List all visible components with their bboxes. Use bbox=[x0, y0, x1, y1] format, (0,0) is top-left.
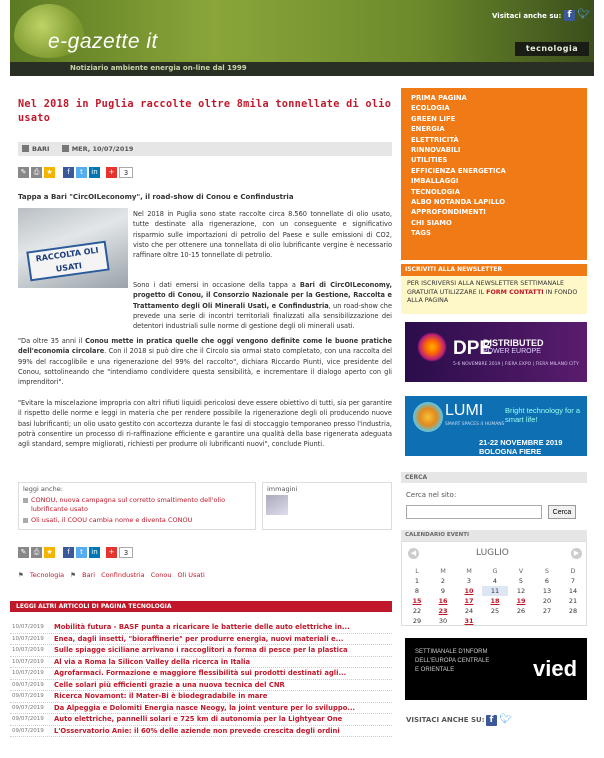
tags-bar bbox=[18, 571, 392, 579]
search-label: Cerca nel sito: bbox=[406, 491, 457, 499]
calendar-icon bbox=[62, 145, 69, 152]
section-menu bbox=[401, 88, 587, 260]
images-label: immagini bbox=[267, 485, 298, 493]
twitter-icon[interactable]: 🐦︎ bbox=[577, 9, 590, 20]
linkedin-share-icon[interactable]: in bbox=[89, 167, 100, 178]
visit-label: Visitaci anche su: bbox=[492, 12, 562, 20]
article-lead: Tappa a Bari "CircOILeconomy", il road-show di Conou e Confindustria bbox=[18, 193, 294, 201]
chevron-left-icon[interactable]: ◀ bbox=[408, 548, 419, 559]
list-item[interactable]: 10/07/2019 Sulle spiagge siciliane arrivano i raccoglitori a forma di pesce per la plastica bbox=[10, 645, 392, 657]
weekday-label: S bbox=[544, 567, 550, 575]
article-title: Nel 2018 in Puglia raccolte oltre 8mila tonnellate di olio usato bbox=[18, 99, 392, 124]
facebook-icon[interactable]: f bbox=[486, 715, 497, 726]
list-item[interactable]: 10/07/2019 Enea, dagli insetti, "bioraffinerie" per produrre energia, nuovi materiali e... bbox=[10, 634, 392, 646]
globe-icon bbox=[413, 402, 443, 432]
tag-link[interactable]: Bari bbox=[82, 571, 96, 579]
contact-form-link[interactable]: FORM CONTATTI bbox=[486, 288, 544, 296]
images-box bbox=[262, 482, 392, 530]
facebook-share-icon[interactable]: f bbox=[63, 167, 74, 178]
twitter-share-icon[interactable]: t bbox=[76, 547, 87, 558]
related-box bbox=[18, 482, 256, 530]
weekday-label: L bbox=[415, 567, 419, 575]
calendar-day-event[interactable]: 10 bbox=[464, 587, 474, 595]
tag-link[interactable]: Tecnologia bbox=[29, 571, 65, 579]
calendar-day-today: 11 bbox=[482, 586, 508, 596]
article-photo[interactable] bbox=[18, 208, 128, 288]
photo-sign: RACCOLTA OLI USATI bbox=[26, 241, 109, 282]
calendar-day: 6 bbox=[544, 577, 550, 585]
list-item[interactable]: 09/07/2019 Ricerca Novamont: il Mater-Bi è biodegradabile in mare bbox=[10, 691, 392, 703]
event-calendar bbox=[401, 541, 587, 626]
calendar-day: 21 bbox=[568, 597, 578, 605]
calendar-day: 22 bbox=[412, 607, 422, 615]
calendar-day bbox=[482, 616, 508, 626]
menu-item[interactable]: RINNOVABILI bbox=[411, 146, 461, 155]
list-item[interactable]: 09/07/2019 Da Alpeggia e Dolomiti Energia nasce Neogy, la joint venture per lo sviluppo... bbox=[10, 703, 392, 715]
calendar-day-event[interactable]: 31 bbox=[464, 617, 474, 625]
share-count: 3 bbox=[119, 547, 133, 558]
calendar-day bbox=[508, 616, 534, 626]
vied-banner[interactable] bbox=[405, 638, 587, 700]
calendar-day: 30 bbox=[438, 617, 448, 625]
article-meta bbox=[18, 142, 392, 156]
paragraph-2: Sono i dati emersi in occasione della tappa a Bari di CircOILeconomy, progetto di Conou, il Consorzio Nazionale per la Gestione, Raccolta e Trattamento degli Oli Minerali Usati, e Confindustria, un road-show che prevede una serie di incontri territoriali finalizzati alla sensibilizzazione dei detentori industriali sulle norme di gestione degli oli minerali usati. bbox=[133, 281, 393, 331]
calendar-day: 2 bbox=[440, 577, 446, 585]
calendar-day: 12 bbox=[516, 587, 526, 595]
calendar-day: 14 bbox=[568, 587, 578, 595]
calendar-day-event[interactable]: 15 bbox=[412, 597, 422, 605]
menu-item[interactable]: TECNOLOGIA bbox=[411, 187, 460, 196]
calendar-day: 4 bbox=[492, 577, 498, 585]
calendar-day: 8 bbox=[414, 587, 420, 595]
vied-logo: vied bbox=[533, 656, 578, 681]
menu-item[interactable]: ENERGIA bbox=[411, 125, 445, 134]
share-count: 3 bbox=[119, 167, 133, 178]
related-link[interactable]: Oli usati, il COOU cambia nome e diventa CONOU bbox=[19, 515, 255, 526]
search-button[interactable]: Cerca bbox=[548, 505, 576, 519]
dpe-logo: DPE bbox=[453, 338, 493, 359]
search-header: CERCA bbox=[401, 472, 587, 483]
weekday-label: V bbox=[518, 567, 524, 575]
calendar-day bbox=[560, 616, 586, 626]
calendar-grid bbox=[404, 566, 586, 626]
weekday-label: M bbox=[466, 567, 472, 575]
calendar-day: 24 bbox=[464, 607, 474, 615]
menu-item[interactable]: ALBO NOTANDA LAPILLO bbox=[411, 198, 506, 207]
dpe-line3: 5-6 NOVEMBRE 2019 | FIERA EXPO | FIERA MILANO CITY bbox=[453, 362, 579, 367]
visit-label-bottom: VISITACI ANCHE SU: bbox=[406, 716, 485, 724]
menu-item[interactable]: IMBALLAGGI bbox=[411, 177, 459, 186]
social-links bbox=[564, 9, 590, 21]
site-logo[interactable]: e-gazette it bbox=[48, 30, 158, 53]
share-bar-top bbox=[18, 166, 133, 178]
dpe-banner[interactable] bbox=[405, 322, 587, 382]
tag-link[interactable]: Conou bbox=[150, 571, 172, 579]
paragraph-4: "Evitare la miscelazione impropria con altri rifiuti liquidi pericolosi deve essere obiettivo di tutti, sia per garantire il rispetto delle norme e leggi in materia che per rendere possibile la rigenerazione degli oli producendo nuove basi lubrificanti; un olio usato gestito con accortezza durante le fasi di stoccaggio temporaneo presso l'industria, potrà consentire un processo di ri-raffinazione efficiente e garantire una qualità della base rigenerata adeguata agli standard, sempre migliorati, richiesti per produrre oli lubrificanti nuovi", conclude Piunti. bbox=[18, 399, 392, 449]
calendar-day-event[interactable]: 16 bbox=[438, 597, 448, 605]
lumi-claim: Bright technology for a smart life! bbox=[505, 406, 581, 424]
dpe-logo-icon bbox=[417, 332, 447, 362]
lumi-logo: LUMI bbox=[445, 402, 484, 419]
paragraph-1: Nel 2018 in Puglia sono state raccolte circa 8.560 tonnellate di olio usato, tutte destinate alla rigenerazione, con un conseguente e significativo risparmio sulle importazioni di petrolio del Paese e sulle emissioni di CO2, visto che per ottenere una tonnellata di olio lubrificante vergine è necessario raffinare oltre 10-15 tonnellate di petrolio. bbox=[133, 210, 392, 260]
facebook-icon[interactable]: f bbox=[564, 10, 575, 21]
tag-icon: ⚑ bbox=[70, 571, 77, 579]
weekday-label: M bbox=[440, 567, 446, 575]
calendar-day: 29 bbox=[412, 617, 422, 625]
menu-item[interactable]: APPROFONDIMENTI bbox=[411, 208, 486, 217]
calendar-day: 7 bbox=[570, 577, 576, 585]
star-icon[interactable]: ★ bbox=[44, 547, 55, 558]
list-item[interactable]: 10/07/2019 Mobilità futura - BASF punta a ricaricare le batterie delle auto elettriche in... bbox=[10, 622, 392, 634]
print-icon[interactable]: ⎙ bbox=[31, 547, 42, 558]
other-articles-list bbox=[10, 622, 392, 737]
plus-share-icon[interactable]: + bbox=[106, 547, 117, 558]
weekday-label: G bbox=[492, 567, 498, 575]
calendar-day-event[interactable]: 18 bbox=[490, 597, 500, 605]
plus-share-icon[interactable]: + bbox=[106, 167, 117, 178]
vied-text: SETTIMANALE D'INFORM DELL'EUROPA CENTRALE E ORIENTALE bbox=[415, 649, 490, 673]
twitter-share-icon[interactable]: t bbox=[76, 167, 87, 178]
dpe-line2: POWER EUROPE bbox=[483, 348, 541, 355]
menu-item[interactable]: PRIMA PAGINA bbox=[411, 94, 467, 102]
chevron-right-icon[interactable]: ▶ bbox=[571, 548, 582, 559]
calendar-day-event[interactable]: 17 bbox=[464, 597, 474, 605]
dpe-line1: DISTRIBUTED bbox=[483, 338, 544, 348]
social-links-bottom bbox=[486, 714, 512, 726]
calendar-day: 20 bbox=[542, 597, 552, 605]
linkedin-share-icon[interactable]: in bbox=[89, 547, 100, 558]
calendar-day: 25 bbox=[490, 607, 500, 615]
lumi-sub: SMART SPACES 4 HUMANS bbox=[445, 422, 505, 427]
search-input[interactable] bbox=[406, 505, 542, 519]
lumi-date: 21-22 NOVEMBRE 2019 BOLOGNA FIERE bbox=[479, 438, 563, 456]
newsletter-box: PER ISCRIVERSI ALLA NEWSLETTER SETTIMANALE GRATUITA UTILIZZARE IL FORM CONTATTI IN FONDO ALLA PAGINA bbox=[401, 276, 587, 314]
print-icon[interactable]: ⎙ bbox=[31, 167, 42, 178]
comment-icon[interactable]: ✎ bbox=[18, 167, 29, 178]
calendar-month: LUGLIO bbox=[476, 548, 509, 558]
menu-item[interactable]: GREEN LIFE bbox=[411, 114, 456, 123]
newsletter-header: ISCRIVITI ALLA NEWSLETTER bbox=[401, 264, 587, 276]
menu-item[interactable]: CHI SIAMO bbox=[411, 218, 452, 227]
twitter-icon[interactable]: 🐦︎ bbox=[499, 714, 512, 725]
site-tagline: Notiziario ambiente energia on-line dal 1999 bbox=[70, 64, 247, 72]
tag-icon: ⚑ bbox=[18, 571, 24, 579]
paragraph-3: "Da oltre 35 anni il Conou mette in pratica quelle che oggi vengono definite come le buone pratiche dell'economia circolare. Con il 2018 si può dire che il Circolo sia ormai stato completato, con una raccolta del 99% del raccoglibile e una rigenerazione del 99% del raccolto", dichiara Riccardo Piunti, vice presidente del Conou, sottolineando che "intendiamo condividere questa sensibilità, e incrementare il dialogo aperto con gli imprenditori". bbox=[18, 337, 392, 387]
comment-icon[interactable]: ✎ bbox=[18, 547, 29, 558]
section-badge: tecnologia bbox=[515, 42, 589, 56]
related-link[interactable]: CONOU, nuova campagna sul corretto smaltimento dell'olio lubrificante usato bbox=[19, 495, 255, 515]
site-header bbox=[10, 0, 594, 76]
calendar-day: 9 bbox=[440, 587, 446, 595]
calendar-day: 13 bbox=[542, 587, 552, 595]
other-articles-header: LEGGI ALTRI ARTICOLI DI PAGINA TECNOLOGIA bbox=[10, 601, 392, 612]
share-bar-bottom bbox=[18, 546, 133, 558]
calendar-day: 27 bbox=[542, 607, 552, 615]
menu-item[interactable]: TAGS bbox=[411, 229, 431, 238]
image-thumbnail[interactable] bbox=[266, 495, 288, 515]
date: MER, 10/07/2019 bbox=[62, 145, 134, 153]
location-icon bbox=[22, 145, 29, 152]
calendar-day: 28 bbox=[568, 607, 578, 615]
list-item[interactable]: 09/07/2019 Auto elettriche, pannelli solari e 725 km di autonomia per la Lightyear One bbox=[10, 714, 392, 726]
calendar-header: CALENDARIO EVENTI bbox=[401, 530, 587, 541]
menu-item[interactable]: ECOLOGIA bbox=[411, 104, 450, 113]
tag-link[interactable]: Oli Usati bbox=[177, 571, 205, 579]
weekday-label: D bbox=[570, 567, 576, 575]
calendar-day: 3 bbox=[466, 577, 472, 585]
menu-item[interactable]: ELETTRICITÀ bbox=[411, 135, 459, 144]
list-item[interactable]: 09/07/2019 L'Osservatorio Anie: il 60% delle aziende non prevede crescita degli ordini bbox=[10, 726, 392, 738]
article bbox=[18, 98, 392, 126]
list-item[interactable]: 10/07/2019 Al via a Roma la Silicon Valley della ricerca in Italia bbox=[10, 657, 392, 669]
calendar-day-event[interactable]: 23 bbox=[438, 607, 448, 615]
list-item[interactable]: 09/07/2019 Celle solari più efficienti grazie a una nuova tecnica del CNR bbox=[10, 680, 392, 692]
location: BARI bbox=[22, 145, 49, 153]
related-label: leggi anche: bbox=[23, 485, 63, 493]
calendar-day-event[interactable]: 19 bbox=[516, 597, 526, 605]
calendar-nav bbox=[406, 546, 582, 560]
lumi-banner[interactable] bbox=[405, 396, 587, 456]
calendar-day bbox=[534, 616, 560, 626]
calendar-day: 5 bbox=[518, 577, 524, 585]
calendar-day: 26 bbox=[516, 607, 526, 615]
star-icon[interactable]: ★ bbox=[44, 167, 55, 178]
facebook-share-icon[interactable]: f bbox=[63, 547, 74, 558]
calendar-day: 1 bbox=[414, 577, 420, 585]
tag-link[interactable]: Confindustria bbox=[101, 571, 145, 579]
menu-item[interactable]: UTILITIES bbox=[411, 156, 448, 165]
menu-item[interactable]: EFFICIENZA ENERGETICA bbox=[411, 166, 506, 175]
list-item[interactable]: 10/07/2019 Agrofarmaci. Formazione e maggiore flessibilità sui prodotti destinati agli... bbox=[10, 668, 392, 680]
